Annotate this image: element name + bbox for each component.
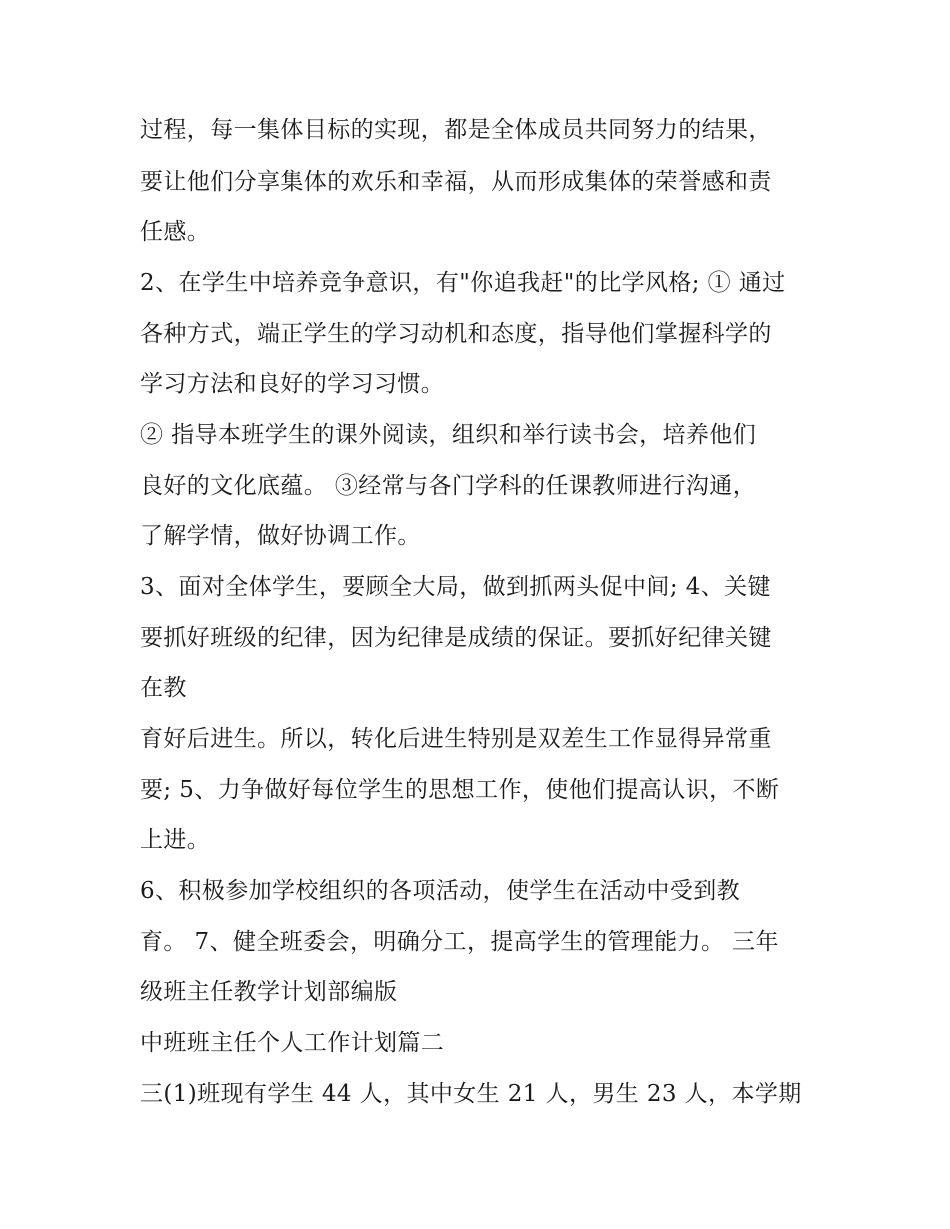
text-line: 学习方法和良好的学习习惯。: [140, 371, 445, 397]
text-line: ② 指导本班学生的课外阅读，组织和举行读书会，培养他们: [140, 422, 757, 448]
text-line: 2、在学生中培养竞争意识，有"你追我赶"的比学风格; ① 通过: [140, 270, 786, 296]
text-line: 上进。: [140, 827, 211, 853]
text-line: 3、面对全体学生，要顾全大局，做到抓两头促中间; 4、关键: [140, 574, 771, 600]
text-line: 6、积极参加学校组织的各项活动，使学生在活动中受到教: [140, 878, 741, 904]
text-line: 各种方式，端正学生的学习动机和态度，指导他们掌握科学的: [140, 321, 772, 347]
text-line: 良好的文化底蕴。 ③经常与各门学科的任课教师进行沟通，: [140, 473, 757, 499]
text-line: 要; 5、力争做好每位学生的思想工作，使他们提高认识，不断: [140, 777, 780, 803]
text-line: 任感。: [140, 219, 211, 245]
text-line: 育。 7、健全班委会，明确分工，提高学生的管理能力。 三年: [140, 929, 779, 955]
section-heading: 中班班主任个人工作计划篇二: [140, 1030, 445, 1056]
text-line: 级班主任教学计划部编版: [140, 979, 398, 1005]
text-line: 过程，每一集体目标的实现，都是全体成员共同努力的结果，: [140, 117, 772, 143]
text-line: 在教: [140, 675, 187, 701]
text-line: 要让他们分享集体的欢乐和幸福，从而形成集体的荣誉感和责: [140, 169, 772, 195]
text-line: 要抓好班级的纪律，因为纪律是成绩的保证。要抓好纪律关键: [140, 625, 772, 651]
text-line: 了解学情，做好协调工作。: [140, 523, 421, 549]
text-line: 三(1)班现有学生 44 人，其中女生 21 人，男生 23 人，本学期: [140, 1081, 802, 1107]
text-line: 育好后进生。所以，转化后进生特别是双差生工作显得异常重: [140, 726, 772, 752]
